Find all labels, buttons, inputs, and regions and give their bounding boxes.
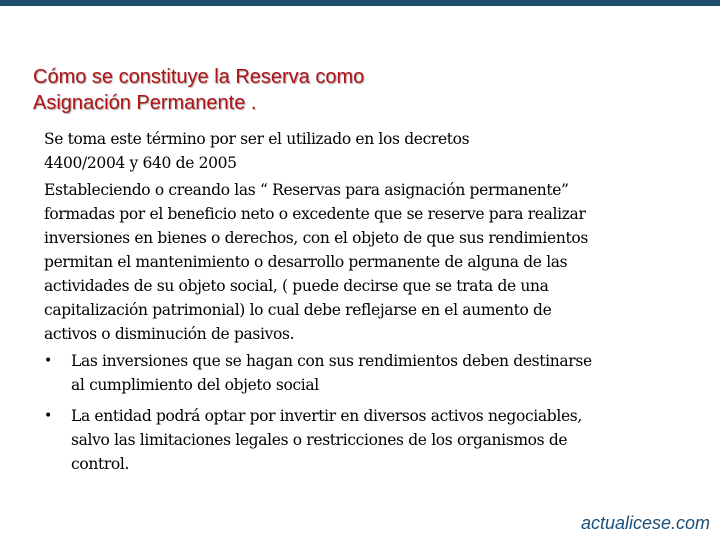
top-accent-bar bbox=[0, 0, 720, 6]
bullet-list bbox=[44, 349, 684, 476]
title-line: Cómo se constituye la Reserva como bbox=[33, 66, 365, 88]
bullet-icon: • bbox=[44, 408, 52, 424]
slide-body bbox=[44, 127, 684, 483]
title-line: Asignación Permanente . bbox=[33, 92, 257, 114]
bullet-icon: • bbox=[44, 353, 52, 369]
paragraph-line: actividades de su objeto social, ( puede decirse que se trata de una bbox=[44, 277, 549, 295]
bullet-line: control. bbox=[71, 455, 130, 473]
bullet-line: La entidad podrá optar por invertir en diversos activos negociables, bbox=[71, 407, 582, 425]
bullet-line: al cumplimiento del objeto social bbox=[71, 376, 319, 394]
paragraph-line: capitalización patrimonial) lo cual debe reflejarse en el aumento de bbox=[44, 301, 552, 319]
paragraph-line: Estableciendo o creando las “ Reservas para asignación permanente” bbox=[44, 181, 569, 199]
paragraph-line: activos o disminución de pasivos. bbox=[44, 325, 295, 343]
brand-logo-text: actualicese.com bbox=[580, 513, 710, 533]
intro-paragraph bbox=[44, 127, 684, 175]
paragraph-line: Se toma este término por ser el utilizado en los decretos bbox=[44, 130, 470, 148]
paragraph-line: inversiones en bienes o derechos, con el objeto de que sus rendimientos bbox=[44, 229, 588, 247]
bullet-line: salvo las limitaciones legales o restricciones de los organismos de bbox=[71, 431, 568, 449]
definition-paragraph bbox=[44, 178, 684, 346]
list-item bbox=[44, 404, 684, 476]
paragraph-line: formadas por el beneficio neto o excedente que se reserve para realizar bbox=[44, 205, 586, 223]
list-item bbox=[44, 349, 684, 397]
paragraph-line: permitan el mantenimiento o desarrollo permanente de alguna de las bbox=[44, 253, 568, 271]
slide-title bbox=[33, 64, 673, 116]
bullet-line: Las inversiones que se hagan con sus rendimientos deben destinarse bbox=[71, 352, 592, 370]
paragraph-line: 4400/2004 y 640 de 2005 bbox=[44, 154, 237, 172]
